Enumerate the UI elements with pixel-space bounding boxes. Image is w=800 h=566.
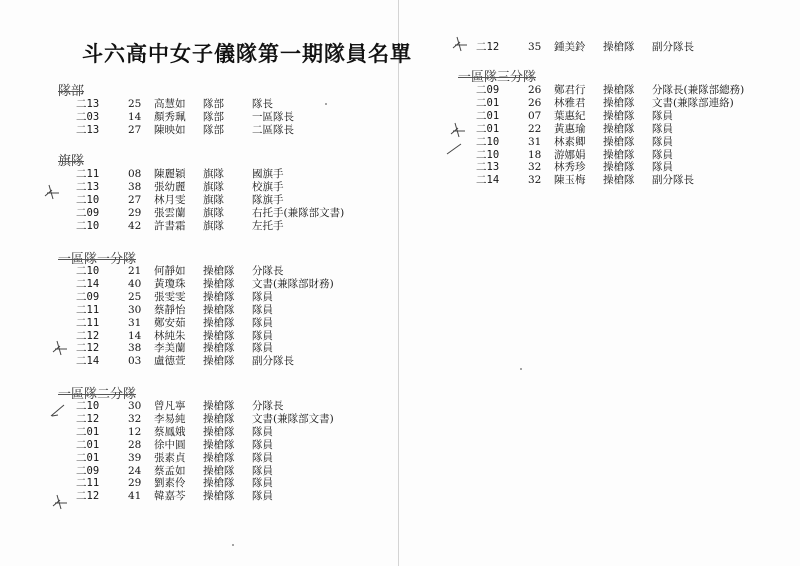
section-heading-flag-team: 旗隊 (58, 154, 85, 169)
class-code: 二01 (76, 451, 100, 464)
role: 隊員 (252, 477, 273, 490)
member-name: 鍾美鈴 (554, 41, 586, 53)
unit: 操槍隊 (203, 265, 235, 277)
unit: 操槍隊 (603, 174, 635, 187)
unit: 旗隊 (203, 206, 224, 219)
class-code: 二11 (76, 168, 100, 180)
unit: 操槍隊 (203, 451, 235, 464)
seat-number: 18 (528, 148, 542, 161)
member-name: 陳映如 (154, 123, 186, 136)
seat-number: 35 (528, 41, 542, 53)
class-code: 二14 (76, 355, 100, 368)
member-name: 鄭君行 (554, 84, 586, 96)
role: 分隊長(兼隊部總務) (652, 84, 745, 96)
unit: 隊部 (203, 98, 224, 110)
unit: 操槍隊 (203, 400, 235, 412)
seat-number: 25 (128, 290, 142, 303)
seat-number: 12 (128, 425, 142, 438)
unit: 操槍隊 (603, 41, 635, 53)
class-code: 二12 (76, 412, 100, 425)
member-name: 蔡孟如 (154, 464, 186, 477)
member-name: 游娜娟 (554, 148, 586, 161)
member-name: 林雅君 (554, 96, 586, 109)
unit: 操槍隊 (603, 109, 635, 122)
unit: 操槍隊 (203, 316, 235, 329)
scan-speck (520, 368, 522, 370)
unit: 旗隊 (203, 180, 224, 193)
seat-number: 07 (528, 109, 542, 122)
seat-number: 30 (128, 303, 142, 316)
class-code: 二13 (76, 180, 100, 193)
seat-number: 31 (528, 135, 542, 148)
seat-number: 38 (128, 342, 142, 355)
seat-number: 14 (128, 110, 142, 123)
seat-number: 27 (128, 193, 142, 206)
class-code: 二01 (76, 438, 100, 451)
class-code: 二01 (76, 425, 100, 438)
role: 隊員 (252, 425, 273, 438)
class-code: 二12 (76, 490, 100, 503)
seat-number: 30 (128, 400, 142, 412)
unit: 操槍隊 (203, 477, 235, 490)
seat-number: 21 (128, 265, 142, 277)
class-code: 二10 (476, 135, 500, 148)
seat-number: 24 (128, 464, 142, 477)
member-name: 許書霜 (154, 219, 186, 232)
role: 隊員 (252, 464, 273, 477)
unit: 操槍隊 (203, 342, 235, 355)
seat-number: 40 (128, 277, 142, 290)
unit: 操槍隊 (603, 148, 635, 161)
member-name: 張素貞 (154, 451, 186, 464)
class-code: 二14 (476, 174, 500, 187)
role: 副分隊長 (252, 355, 294, 368)
class-code: 二01 (476, 96, 500, 109)
class-code: 二01 (476, 109, 500, 122)
unit: 隊部 (203, 110, 224, 123)
role: 隊員 (252, 342, 273, 355)
unit: 旗隊 (203, 219, 224, 232)
member-name: 林素卿 (554, 135, 586, 148)
class-code: 二10 (476, 148, 500, 161)
class-code: 二14 (76, 277, 100, 290)
member-name: 李易純 (154, 412, 186, 425)
class-code: 二09 (76, 290, 100, 303)
role: 隊員 (252, 290, 273, 303)
class-code: 二10 (76, 193, 100, 206)
unit: 操槍隊 (603, 135, 635, 148)
role: 右托手(兼隊部文書) (252, 206, 345, 219)
member-name: 顏秀珮 (154, 110, 186, 123)
role: 隊長 (252, 98, 273, 110)
role: 副分隊長 (652, 41, 694, 53)
role: 隊員 (652, 135, 673, 148)
unit: 操槍隊 (603, 84, 635, 96)
section-heading-squad-1: 一區隊一分隊 (58, 252, 137, 267)
member-name: 韓嘉芩 (154, 490, 186, 503)
seat-number: 29 (128, 206, 142, 219)
member-name: 張幼麗 (154, 180, 186, 193)
unit: 操槍隊 (603, 122, 635, 135)
class-code: 二11 (76, 316, 100, 329)
class-code: 二10 (76, 400, 100, 412)
member-name: 林純朱 (154, 329, 186, 342)
seat-number: 39 (128, 451, 142, 464)
member-name: 張雯雯 (154, 290, 186, 303)
role: 分隊長 (252, 400, 284, 412)
seat-number: 26 (528, 84, 542, 96)
check-mark-icon (450, 122, 468, 138)
class-code: 二09 (476, 84, 500, 96)
unit: 操槍隊 (203, 329, 235, 342)
member-name: 張雲蘭 (154, 206, 186, 219)
role: 隊旗手 (252, 193, 284, 206)
seat-number: 42 (128, 219, 142, 232)
unit: 旗隊 (203, 168, 224, 180)
seat-number: 27 (128, 123, 142, 136)
unit: 操槍隊 (603, 161, 635, 174)
class-code: 二09 (76, 206, 100, 219)
unit: 操槍隊 (603, 96, 635, 109)
role: 隊員 (652, 109, 673, 122)
unit: 操槍隊 (203, 355, 235, 368)
class-code: 二11 (76, 303, 100, 316)
check-mark-icon (44, 184, 62, 200)
member-name: 林秀珍 (554, 161, 586, 174)
member-name: 葉惠紀 (554, 109, 586, 122)
member-name: 黃惠瑜 (554, 122, 586, 135)
unit: 操槍隊 (203, 303, 235, 316)
document-title: 斗六高中女子儀隊第一期隊員名單 (82, 41, 412, 66)
section-heading-hq: 隊部 (58, 84, 85, 99)
scan-speck (232, 544, 234, 546)
seat-number: 14 (128, 329, 142, 342)
unit: 操槍隊 (203, 412, 235, 425)
class-code: 二10 (76, 265, 100, 277)
role: 文書(兼隊部文書) (252, 412, 334, 425)
seat-number: 25 (128, 98, 142, 110)
section-heading-squad-2: 一區隊二分隊 (58, 387, 137, 402)
check-mark-icon (52, 340, 70, 356)
member-name: 林月雯 (154, 193, 186, 206)
member-name: 陳玉梅 (554, 174, 586, 187)
class-code: 二03 (76, 110, 100, 123)
seat-number: 32 (528, 174, 542, 187)
member-name: 蔡鳳娥 (154, 425, 186, 438)
role: 國旗手 (252, 168, 284, 180)
role: 分隊長 (252, 265, 284, 277)
class-code: 二12 (76, 342, 100, 355)
class-code: 二13 (76, 123, 100, 136)
check-mark-icon (452, 36, 470, 52)
class-code: 二01 (476, 122, 500, 135)
role: 隊員 (252, 438, 273, 451)
role: 副分隊長 (652, 174, 694, 187)
class-code: 二09 (76, 464, 100, 477)
member-name: 何靜如 (154, 265, 186, 277)
unit: 操槍隊 (203, 438, 235, 451)
seat-number: 03 (128, 355, 142, 368)
class-code: 二12 (76, 329, 100, 342)
seat-number: 31 (128, 316, 142, 329)
role: 二區隊長 (252, 123, 294, 136)
unit: 操槍隊 (203, 290, 235, 303)
class-code: 二10 (76, 219, 100, 232)
member-name: 鄭安茹 (154, 316, 186, 329)
member-name: 盧德萱 (154, 355, 186, 368)
member-name: 李美蘭 (154, 342, 186, 355)
class-code: 二12 (476, 41, 500, 53)
member-name: 高慧如 (154, 98, 186, 110)
unit: 操槍隊 (203, 277, 235, 290)
member-name: 黃瓊珠 (154, 277, 186, 290)
unit: 操槍隊 (203, 425, 235, 438)
seat-number: 08 (128, 168, 142, 180)
section-heading-squad-3: 一區隊三分隊 (458, 70, 537, 85)
role: 隊員 (652, 148, 673, 161)
unit: 隊部 (203, 123, 224, 136)
seat-number: 26 (528, 96, 542, 109)
member-name: 蔡靜怡 (154, 303, 186, 316)
role: 一區隊長 (252, 110, 294, 123)
seat-number: 22 (528, 122, 542, 135)
role: 左托手 (252, 219, 284, 232)
role: 校旗手 (252, 180, 284, 193)
class-code: 二13 (76, 98, 100, 110)
member-name: 陳麗穎 (154, 168, 186, 180)
seat-number: 41 (128, 490, 142, 503)
role: 隊員 (252, 451, 273, 464)
scan-speck (325, 103, 327, 105)
seat-number: 38 (128, 180, 142, 193)
class-code: 二11 (76, 477, 100, 490)
role: 文書(兼隊部連絡) (652, 96, 734, 109)
check-mark-icon (446, 140, 464, 156)
page-fold-divider (398, 0, 399, 566)
role: 隊員 (652, 161, 673, 174)
seat-number: 32 (128, 412, 142, 425)
role: 隊員 (252, 303, 273, 316)
check-mark-icon (52, 494, 70, 510)
member-name: 徐中圓 (154, 438, 186, 451)
unit: 操槍隊 (203, 464, 235, 477)
role: 隊員 (252, 329, 273, 342)
member-name: 劉素伶 (154, 477, 186, 490)
role: 隊員 (652, 122, 673, 135)
role: 隊員 (252, 316, 273, 329)
role: 隊員 (252, 490, 273, 503)
role: 文書(兼隊部財務) (252, 277, 334, 290)
seat-number: 29 (128, 477, 142, 490)
unit: 操槍隊 (203, 490, 235, 503)
check-mark-icon (50, 402, 68, 418)
seat-number: 32 (528, 161, 542, 174)
member-name: 曾凡寧 (154, 400, 186, 412)
class-code: 二13 (476, 161, 500, 174)
unit: 旗隊 (203, 193, 224, 206)
seat-number: 28 (128, 438, 142, 451)
